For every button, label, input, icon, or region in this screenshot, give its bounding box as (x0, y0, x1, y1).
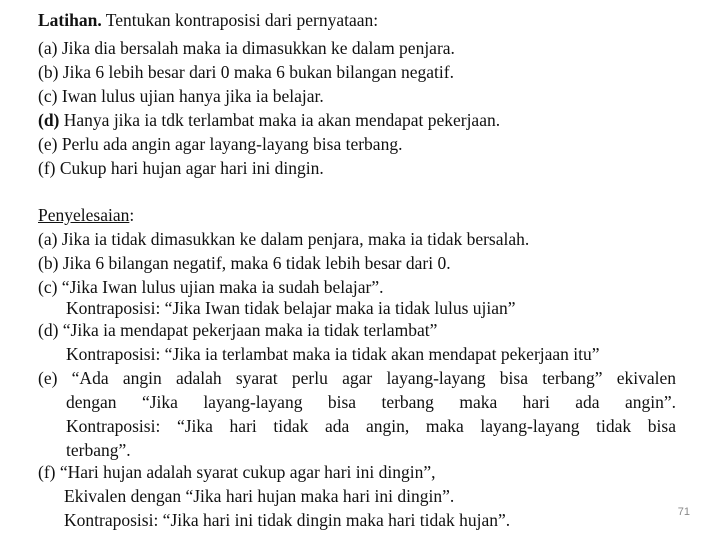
exercise-heading-prefix: Latihan. (38, 10, 102, 30)
solution-f-line-2: Ekivalen dengan “Jika hari hujan maka hari ini dingin”. (64, 486, 455, 506)
solution-d-contraposition: Kontraposisi: “Jika ia terlambat maka ia tidak akan mendapat pekerjaan itu” (66, 344, 600, 364)
exercise-item-text: Perlu ada angin agar layang-layang bisa terbang. (61, 134, 403, 154)
exercise-item-text: Hanya jika ia tdk terlambat maka ia akan mendapat pekerjaan. (63, 110, 501, 130)
exercise-item-text: Jika 6 lebih besar dari 0 maka 6 bukan bilangan negatif. (62, 62, 454, 82)
exercise-item-text: Jika dia bersalah maka ia dimasukkan ke dalam penjara. (61, 38, 455, 58)
solution-f-line-3: Kontraposisi: “Jika hari ini tidak dingin maka hari tidak hujan”. (64, 510, 511, 530)
exercise-heading (38, 10, 378, 30)
exercise-item-b (38, 62, 454, 82)
solution-heading (38, 205, 134, 225)
solution-a: (a) Jika ia tidak dimasukkan ke dalam penjara, maka ia tidak bersalah. (38, 229, 530, 249)
solution-d: (d) “Jika ia mendapat pekerjaan maka ia tidak terlambat” (38, 320, 438, 340)
solution-c-contraposition: Kontraposisi: “Jika Iwan tidak belajar maka ia tidak lulus ujian” (66, 298, 516, 318)
exercise-item-a (38, 38, 455, 58)
solution-title: Penyelesaian (38, 205, 130, 225)
exercise-item-e (38, 134, 402, 154)
exercise-item-text: Cukup hari hujan agar hari ini dingin. (59, 158, 324, 178)
solution-colon: : (129, 205, 135, 225)
solution-e-line-1: (e) “Ada angin adalah syarat perlu agar layang-layang bisa terbang” ekivalen (38, 368, 676, 388)
exercise-item-text: Iwan lulus ujian hanya jika ia belajar. (61, 86, 324, 106)
exercise-item-label: (d) (38, 110, 64, 130)
solution-c: (c) “Jika Iwan lulus ujian maka ia sudah belajar”. (38, 277, 384, 297)
solution-b: (b) Jika 6 bilangan negatif, maka 6 tidak lebih besar dari 0. (38, 253, 451, 273)
page-number: 71 (677, 506, 690, 518)
solution-e-line-4: terbang”. (66, 440, 131, 460)
solution-f-line-1: (f) “Hari hujan adalah syarat cukup agar hari ini dingin”, (38, 462, 436, 482)
exercise-item-label: (f) (38, 158, 60, 178)
exercise-item-label: (e) (38, 134, 62, 154)
exercise-item-label: (b) (38, 62, 63, 82)
exercise-item-f (38, 158, 324, 178)
exercise-heading-text: Tentukan kontraposisi dari pernyataan: (101, 10, 379, 30)
solution-e-line-2: dengan “Jika layang-layang bisa terbang maka hari ada angin”. (66, 392, 676, 412)
exercise-item-label: (c) (38, 86, 62, 106)
exercise-item-d (38, 110, 500, 130)
exercise-item-label: (a) (38, 38, 62, 58)
exercise-item-c (38, 86, 324, 106)
solution-e-line-3: Kontraposisi: “Jika hari tidak ada angin, maka layang-layang tidak bisa (66, 416, 676, 436)
